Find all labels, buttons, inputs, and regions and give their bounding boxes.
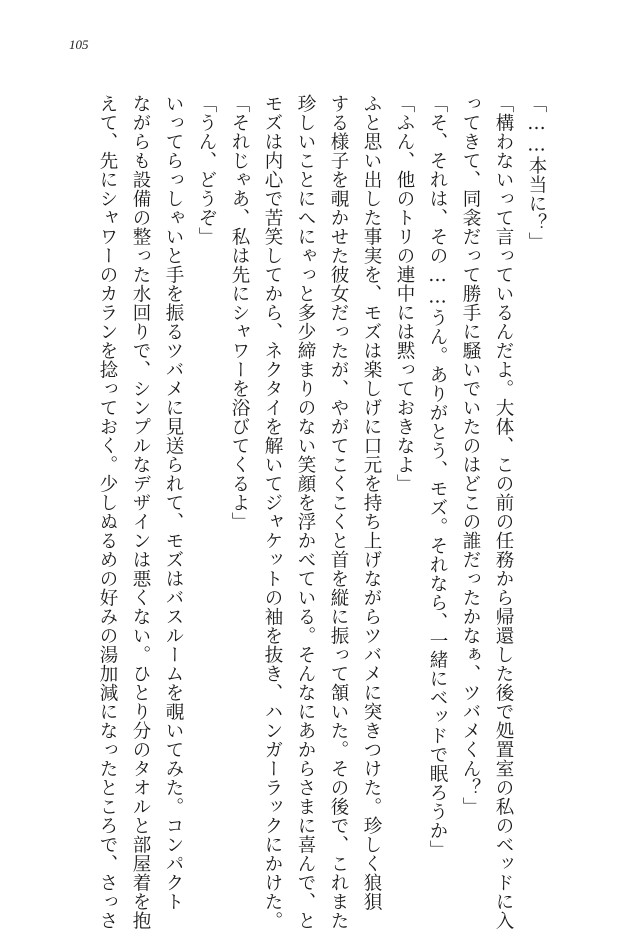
text-line: 「ふん、他のトリの連中には黙っておきなよ」 bbox=[394, 94, 415, 493]
text-line: 「そ、それは、その……うん。ありがとう、モズ。それなら、一緒にベッドで眠ろうか」 bbox=[427, 94, 448, 859]
text-line: 「構わないって言っているんだよ。大体、この前の任務から帰還した後で処置室の私のベッドに入 bbox=[493, 94, 514, 930]
text-line: 「それじゃあ、私は先にシャワーを浴びてくるよ」 bbox=[229, 94, 250, 531]
text-line: ながらも設備の整った水回りで、シンプルなデザインは悪くない。ひとり分のタオルと部屋着を抱 bbox=[130, 94, 151, 930]
text-line: モズは内心で苦笑してから、ネクタイを解いてジャケットの袖を抜き、ハンガーラックにかけた。 bbox=[262, 94, 283, 930]
text-line: 珍しいことにへにゃっと多少締まりのない笑顔を浮かべている。そんなにあからさまに喜んで、と bbox=[295, 94, 316, 930]
text-line: する様子を覗かせた彼女だったが、やがてこくこくと首を縦に振って頷いた。その後で、これまた bbox=[328, 94, 349, 930]
text-line: いってらっしゃいと手を振るツバメに見送られて、モズはバスルームを覗いてみた。コンパクト bbox=[163, 94, 184, 911]
text-line: ふと思い出した事実を、モズは楽しげに口元を持ち上げながらツバメに突きつけた。珍しく狼狽 bbox=[361, 94, 382, 911]
text-line: えて、先にシャワーのカランを捻っておく。少しぬるめの好みの湯加減になったところで、さっさ bbox=[97, 94, 118, 930]
text-line: ってきて、同衾だって勝手に騒いでいたのはどこの誰だったかなぁ、ツバメくん？」 bbox=[460, 94, 481, 816]
body-text bbox=[91, 94, 553, 930]
page-number: 105 bbox=[69, 37, 89, 52]
text-line: 「……本当に？」 bbox=[526, 94, 547, 251]
text-line: 「うん、どうぞ」 bbox=[196, 94, 217, 246]
